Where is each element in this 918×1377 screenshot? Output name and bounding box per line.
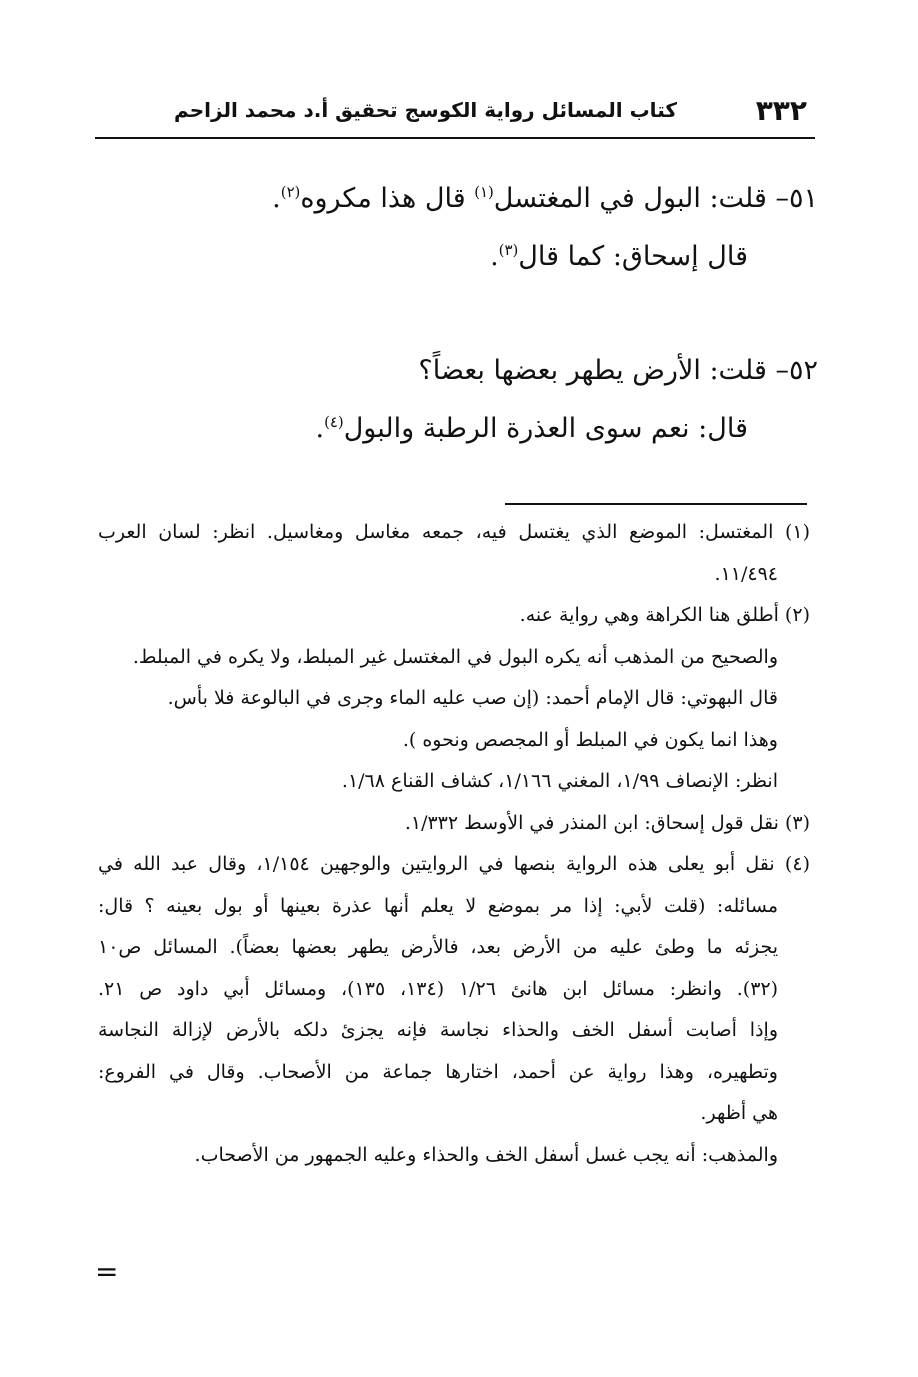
section-gap — [198, 286, 818, 342]
footnote-line: (١) المغتسل: الموضع الذي يغتسل فيه، جمعه مغاسل ومغاسيل. انظر: لسان العرب — [98, 521, 810, 543]
footnote-line: وتطهيره، وهذا رواية عن أحمد، اختارها جماعة من الأصحاب. وقال في الفروع: — [98, 1060, 778, 1083]
running-title: كتاب المسائل رواية الكوسج تحقيق أ.د محمد الزاحم — [174, 98, 677, 122]
header-rule — [95, 137, 815, 139]
footnote-line: (٤) نقل أبو يعلى هذه الرواية بنصها في الروايتين والوجهين ١/١٥٤، وقال عبد الله في — [98, 853, 810, 875]
footnote-ref-3: (٣) — [498, 241, 519, 259]
footnote-line: والمذهب: أنه يجب غسل أسفل الخف والحذاء وعليه الجمهور من الأصحاب. — [194, 1143, 778, 1166]
footnote-line: والصحيح من المذهب أنه يكره البول في المغتسل غير المبلط، ولا يكره في المبلط. — [132, 645, 778, 668]
main-text — [198, 170, 818, 458]
question-52: ٥٢– قلت: الأرض يطهر بعضها بعضاً؟ — [418, 355, 818, 386]
footnote-line: قال البهوتي: قال الإمام أحمد: (إن صب عليه الماء وجرى في البالوعة فلا بأس. — [167, 687, 778, 709]
question-51: ٥١– قلت: البول في المغتسل$^{(١)}$ قال هذا مكروه$^{(٢)}$. — [272, 183, 818, 214]
footnote-line: مسائله: (قلت لأبي: إذا مر بموضع لا يعلم أنها عذرة بعينها أو بول بعينه ؟ قال: — [98, 894, 778, 917]
footnote-line: (٣) نقل قول إسحاق: ابن المنذر في الأوسط ١/٣٣٢. — [404, 811, 810, 834]
page-number: ٣٣٢ — [755, 94, 807, 127]
page-header — [95, 92, 815, 136]
footnote-line: هي أظهر. — [700, 1102, 778, 1124]
footnote-ref-1: (١) — [474, 183, 494, 201]
continuation-mark: = — [95, 1255, 119, 1288]
footnote-line: (٣٢). وانظر: مسائل ابن هانئ ١/٢٦ (١٣٤، ١٣٥)، ومسائل أبي داود ص ٢١. — [98, 977, 779, 1000]
ishaq-answer-51: قال إسحاق: كما قال$^{(٣)}$. — [490, 241, 748, 272]
footnote-line: ١١/٤٩٤. — [714, 562, 778, 585]
footnote-line: (٢) أطلق هنا الكراهة وهي رواية عنه. — [519, 604, 810, 626]
footnote-line: انظر: الإنصاف ١/٩٩، المغني ١/١٦٦، كشاف القناع ١/٦٨. — [341, 770, 778, 792]
answer-52: قال: نعم سوى العذرة الرطبة والبول$^{(٤)}$. — [315, 413, 748, 444]
footnote-line: يجزئه ما وطئ عليه من الأرض بعد، فالأرض يطهر بعضها بعضاً). المسائل ص١٠ — [98, 936, 778, 958]
footnote-ref-2: (٢) — [280, 183, 301, 201]
footnote-line: وإذا أصابت أسفل الخف والحذاء نجاسة فإنه يجزئ دلكه بالأرض لإزالة النجاسة — [98, 1019, 778, 1041]
footnotes — [98, 512, 810, 1176]
footnote-line: وهذا انما يكون في المبلط أو المجصص ونحوه ). — [402, 728, 778, 751]
footnote-ref-4: (٤) — [324, 413, 344, 431]
footnote-separator — [505, 503, 807, 505]
